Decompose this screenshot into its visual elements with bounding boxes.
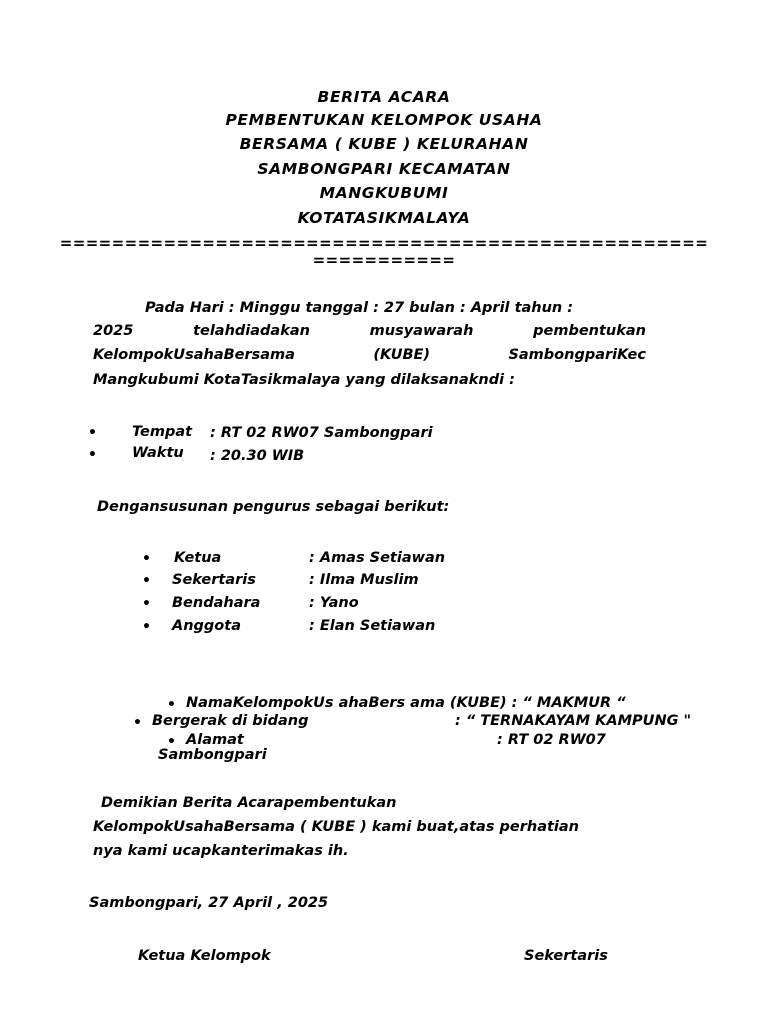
signature-left: Ketua Kelompok (138, 948, 271, 964)
kube-name: NamaKelompokUs ahaBers ama (KUBE) : “ MAKMUR “ (186, 695, 626, 711)
closing-line-3: nya kami ucapkanterimakas ih. (93, 843, 349, 859)
place-date: Sambongpari, 27 April , 2025 (89, 895, 329, 911)
title-line-3: BERSAMA ( KUBE ) KELURAHAN (239, 135, 529, 153)
intro-word: SambongpariKec (508, 347, 646, 363)
bullet-icon: • (142, 573, 151, 589)
pengurus-role: Sekertaris (172, 572, 256, 588)
title-line-6: KOTATASIKMALAYA (297, 209, 471, 227)
bullet-icon: • (142, 551, 151, 567)
kube-address-label: Alamat (186, 732, 244, 748)
closing-line-2: KelompokUsahaBersama ( KUBE ) kami buat,atas perhatian (93, 819, 579, 835)
intro-word: telahdiadakan (193, 323, 310, 339)
title-line-5: MANGKUBUMI (319, 184, 449, 202)
pengurus-role: Bendahara (172, 595, 261, 611)
kube-address-value: : RT 02 RW07 (497, 732, 606, 748)
signature-right: Sekertaris (524, 948, 608, 964)
intro-line-2 (93, 323, 646, 339)
separator-line-1: ================================================== (59, 234, 709, 252)
intro-word: 2025 (93, 323, 134, 339)
pengurus-role: Anggota (172, 618, 241, 634)
intro-line-3 (93, 347, 646, 363)
bullet-icon: • (142, 596, 151, 612)
bullet-icon: • (167, 734, 176, 750)
time-value: : 20.30 WIB (210, 448, 305, 464)
bullet-icon: • (88, 447, 97, 463)
title-line-2: PEMBENTUKAN KELOMPOK USAHA (225, 111, 543, 129)
place-value: : RT 02 RW07 Sambongpari (210, 425, 433, 441)
bullet-icon: • (167, 697, 176, 713)
kube-field-value: : “ TERNAKAYAM KAMPUNG " (455, 713, 692, 729)
intro-word: (KUBE) (373, 347, 431, 363)
pengurus-role: Ketua (174, 550, 222, 566)
bullet-icon: • (133, 715, 142, 731)
intro-word: pembentukan (533, 323, 646, 339)
pengurus-name: : Yano (309, 595, 359, 611)
pengurus-name: : Amas Setiawan (309, 550, 446, 566)
time-label: Waktu (132, 445, 184, 461)
closing-line-1: Demikian Berita Acarapembentukan (101, 795, 397, 811)
pengurus-name: : Elan Setiawan (309, 618, 436, 634)
pengurus-intro: Dengansusunan pengurus sebagai berikut: (97, 499, 450, 515)
intro-word: musyawarah (369, 323, 474, 339)
intro-line-4: Mangkubumi KotaTasikmalaya yang dilaksanakndi : (93, 372, 515, 388)
title-line-1: BERITA ACARA (317, 88, 451, 106)
bullet-icon: • (88, 425, 97, 441)
bullet-icon: • (142, 619, 151, 635)
title-line-4: SAMBONGPARI KECAMATAN (257, 160, 511, 178)
kube-field-label: Bergerak di bidang (152, 713, 309, 729)
kube-address-cont: Sambongpari (158, 747, 267, 763)
intro-word: KelompokUsahaBersama (93, 347, 295, 363)
place-label: Tempat (132, 424, 193, 440)
separator-line-2: =========== (312, 251, 456, 269)
pengurus-name: : Ilma Muslim (309, 572, 419, 588)
intro-line-1: Pada Hari : Minggu tanggal : 27 bulan : April tahun : (145, 300, 574, 316)
